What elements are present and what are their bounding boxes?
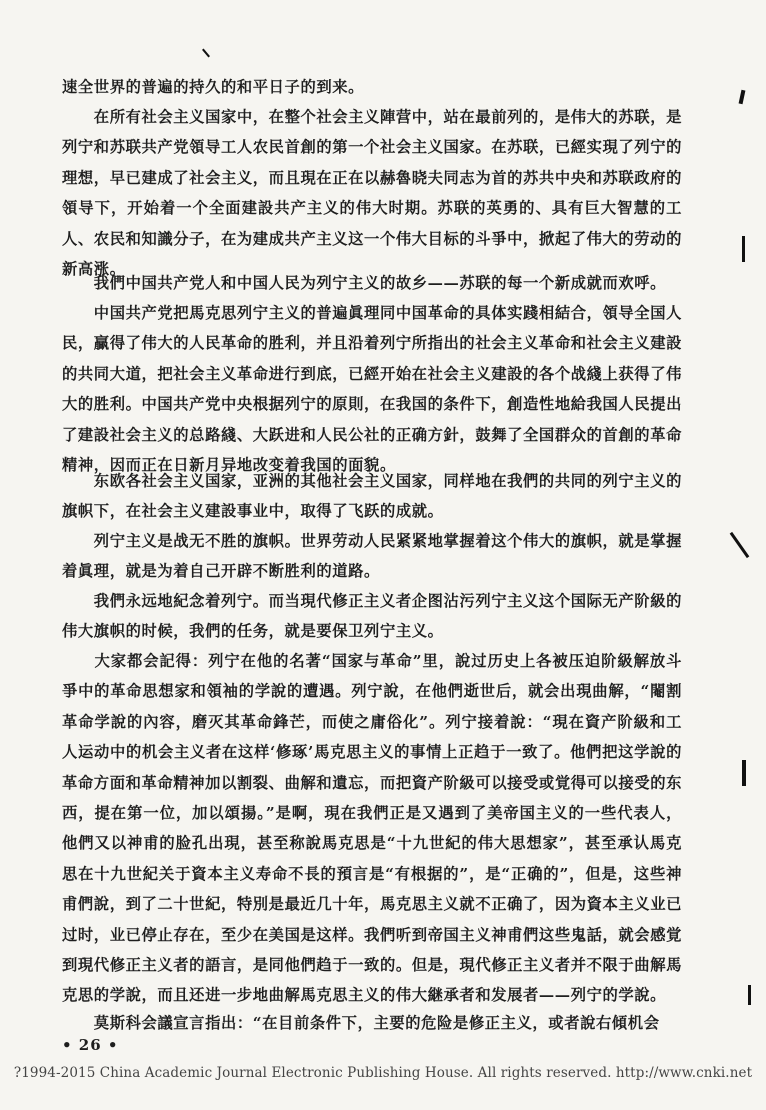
page-number: • 26 •	[62, 1036, 119, 1054]
paragraph-banner: 列宁主义是战无不胜的旗帜。世界劳动人民紧紧地掌握着这个伟大的旗帜，就是掌握着眞理，就是为着自己开辟不断胜利的道路。	[62, 532, 682, 581]
scan-mark	[739, 90, 746, 105]
paragraph-eastern-europe: 东欧各社会主义国家，亚洲的其他社会主义国家，同样地在我們的共同的列宁主义的旗帜下，在社会主义建設事业中，取得了飞跃的成就。	[62, 472, 682, 521]
scan-mark	[742, 760, 746, 786]
scan-mark	[202, 49, 210, 58]
paragraph-continuation: 速全世界的普遍的持久的和平日子的到来。	[62, 78, 365, 96]
paragraph-commemorate: 我們永远地紀念着列宁。而当現代修正主义者企图沾污列宁主义这个国际无产阶級的伟大旗帜的时候，我們的任务，就是要保卫列宁主义。	[62, 592, 682, 641]
paragraph-chinese-communist-party: 中国共产党把馬克思列宁主义的普遍眞理同中国革命的具体实踐相結合，領导全国人民，贏得了伟大的人民革命的胜利，并且沿着列宁所指出的社会主义革命和社会主义建設的共同大道，把社会主义革命进行到底，已經开始在社会主义建設的各个战綫上获得了伟大的胜利。中国共产党中央根据列宁的原則，在我国的条件下，創造性地給我国人民提出了建設社会主义的总路綫、大跃进和人民公社的正确方針，鼓舞了全国群众的首創的革命精神，因而正在日新月异地改变着我国的面貌。	[62, 304, 682, 475]
copyright-footer: ?1994-2015 China Academic Journal Electronic Publishing House. All rights reserved. http://www.cnki.net	[13, 1065, 753, 1081]
scan-mark	[730, 532, 750, 558]
paragraph-cheer: 我們中国共产党人和中国人民为列宁主义的故乡——苏联的每一个新成就而欢呼。	[62, 274, 667, 292]
scan-mark	[742, 236, 745, 262]
paragraph-state-and-revolution: 大家都会記得：列宁在他的名著“国家与革命”里，說过历史上各被压迫阶級解放斗爭中的革命思想家和領袖的学說的遭遇。列宁說，在他們逝世后，就会出現曲解，“閹割革命学說的內容，磨灭其革命鋒芒，而使之庸俗化”。列宁接着說：“現在資产阶級和工人运动中的机会主义者在这样‘修琢’馬克思主义的事情上正趋于一致了。他們把这学說的革命方面和革命精神加以割裂、曲解和遺忘，而把資产阶級可以接受或覚得可以接受的东西，提在第一位，加以頌揚。”是啊，現在我們正是又遇到了美帝国主义的一些代表人，他們又以神甫的脸孔出現，甚至称說馬克思是“十九世紀的伟大思想家”，甚至承认馬克思在十九世紀关于資本主义寿命不長的預言是“有根据的”，是“正确的”，但是，这些神甫們說，到了二十世紀，特別是最近几十年，馬克思主义就不正确了，因为資本主义业已过时，业已停止存在，至少在美国是这样。我們听到帝国主义神甫們这些鬼話，就会感覚到現代修正主义者的語言，是同他們趋于一致的。但是，現代修正主义者并不限于曲解馬克思的学說，而且还进一步地曲解馬克思主义的伟大継承者和发展者——列宁的学說。	[62, 652, 682, 1005]
paragraph-moscow-declaration: 莫斯科会議宣言指出：“在目前条件下，主要的危险是修正主义，或者說右傾机会	[62, 1014, 660, 1032]
scan-mark	[748, 985, 751, 1005]
paragraph-soviet-union: 在所有社会主义国家中，在整个社会主义陣营中，站在最前列的，是伟大的苏联，是列宁和苏联共产党領导工人农民首創的第一个社会主义国家。在苏联，已經实現了列宁的理想，早已建成了社会主义，而且現在正在以赫魯晓夫同志为首的苏共中央和苏联政府的領导下，开始着一个全面建設共产主义的伟大时期。苏联的英勇的、具有巨大智慧的工人、农民和知識分子，在为建成共产主义这一个伟大目标的斗爭中，掀起了伟大的劳动的新高涨。	[62, 108, 682, 279]
